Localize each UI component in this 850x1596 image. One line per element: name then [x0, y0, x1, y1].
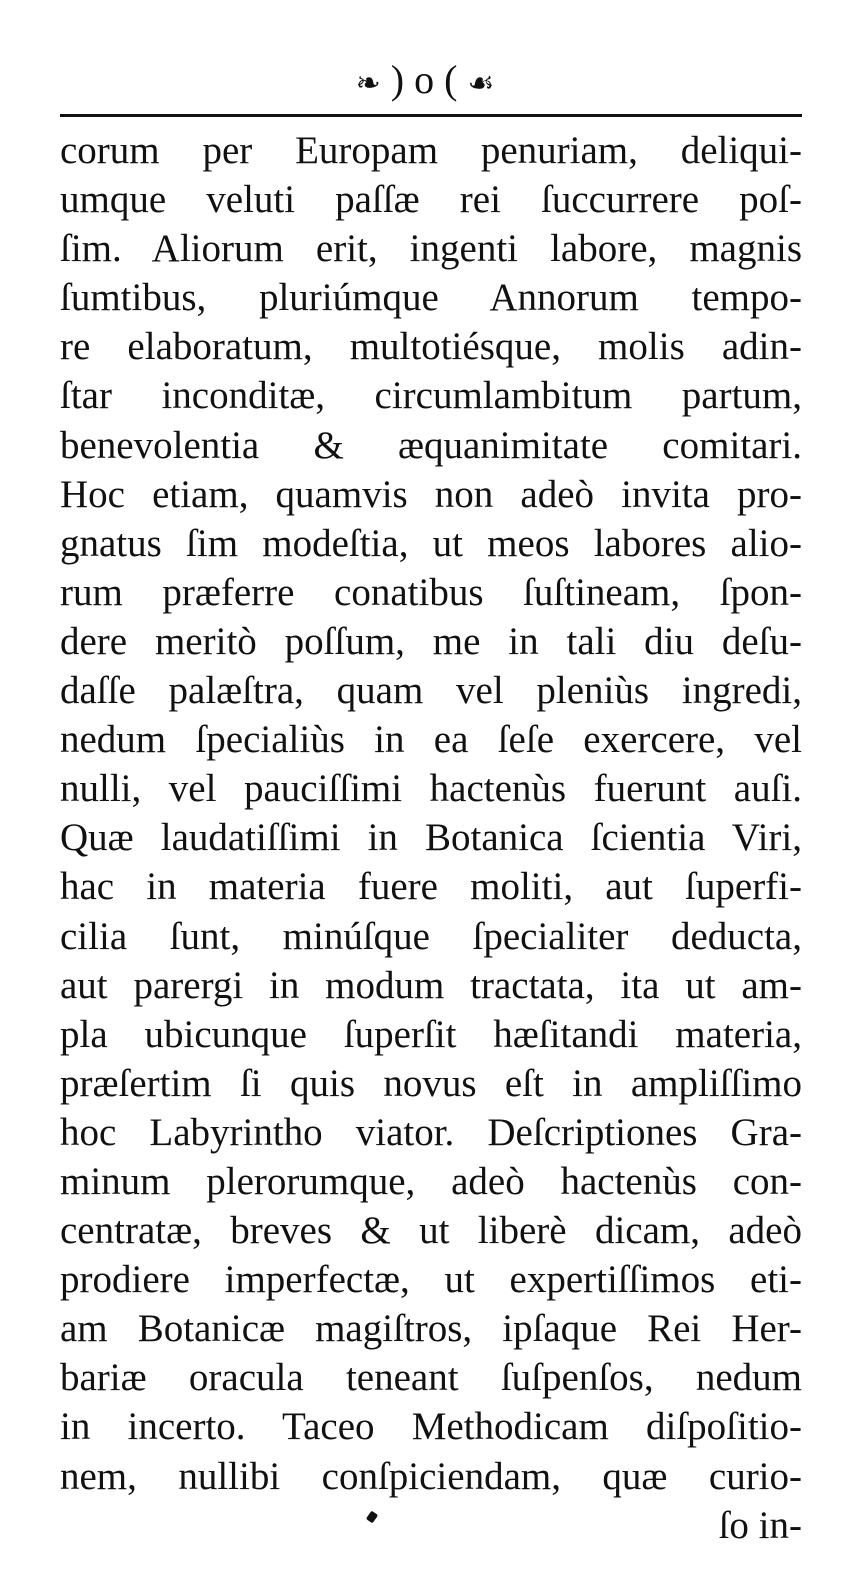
text-line: ſim. Aliorum erit, ingenti labore, magnis — [60, 227, 802, 271]
text-line: bariæ oracula teneant ſuſpenſos, nedum — [60, 1356, 802, 1400]
text-line: aut parergi in modum tractata, ita ut am- — [60, 963, 802, 1007]
text-line: corum per Europam penuriam, deliqui- — [60, 129, 802, 172]
text-line: Quæ laudatiſſimi in Botanica ſcientia Viri, — [60, 816, 802, 860]
text-line: pla ubicunque ſuperſit hæſitandi materia, — [60, 1012, 802, 1056]
text-line: prodiere imperfectæ, ut expertiſſimos eti- — [60, 1258, 802, 1302]
right-ornament-icon: ☙ — [467, 66, 495, 100]
text-line: hoc Labyrintho viator. Deſcriptiones Gra- — [60, 1110, 802, 1154]
text-line: præſertim ſi quis novus eſt in ampliſſimo — [60, 1061, 802, 1105]
text-line: am Botanicæ magiſtros, ipſaque Rei Her- — [60, 1307, 802, 1351]
text-line: nulli, vel pauciſſimi hactenùs fuerunt auſi. — [60, 767, 802, 811]
text-line: re elaboratum, multotiésque, molis adin- — [60, 325, 802, 369]
page-header — [0, 58, 850, 106]
header-rule — [60, 114, 802, 117]
text-line: minum plerorumque, adeò hactenùs con- — [60, 1159, 802, 1203]
text-line: Hoc etiam, quamvis non adeò invita pro- — [60, 472, 802, 516]
text-line: dere meritò poſſum, me in tali diu deſu- — [60, 619, 802, 663]
text-line: daſſe palæſtra, quam vel pleniùs ingredi, — [60, 669, 802, 713]
text-line: nem, nullibi conſpiciendam, quæ curio- — [60, 1454, 802, 1498]
text-line: umque veluti paſſæ rei ſuccurrere poſ- — [60, 178, 802, 222]
text-line: hac in materia fuere moliti, aut ſuperfi- — [60, 865, 802, 909]
text-line: benevolentia & æquanimitate comitari. — [60, 423, 802, 467]
text-line: in incerto. Taceo Methodicam diſpoſitio- — [60, 1405, 802, 1449]
text-line: ſumtibus, pluriúmque Annorum tempo- — [60, 276, 802, 320]
text-line: rum præferre conatibus ſuſtineam, ſpon- — [60, 570, 802, 614]
text-line: gnatus ſim modeſtia, ut meos labores alio- — [60, 521, 802, 565]
page-marker: ) o ( — [390, 57, 458, 102]
text-line: ſtar inconditæ, circumlambitum partum, — [60, 374, 802, 418]
left-ornament-icon: ❧ — [355, 66, 381, 100]
text-line: nedum ſpecialiùs in ea ſeſe exercere, vel — [60, 718, 802, 762]
text-line: centratæ, breves & ut liberè dicam, adeò — [60, 1209, 802, 1253]
body-text — [60, 126, 802, 1550]
text-line: cilia ſunt, minúſque ſpecialiter deducta, — [60, 914, 802, 958]
catchword: ſo in- — [718, 1503, 802, 1547]
